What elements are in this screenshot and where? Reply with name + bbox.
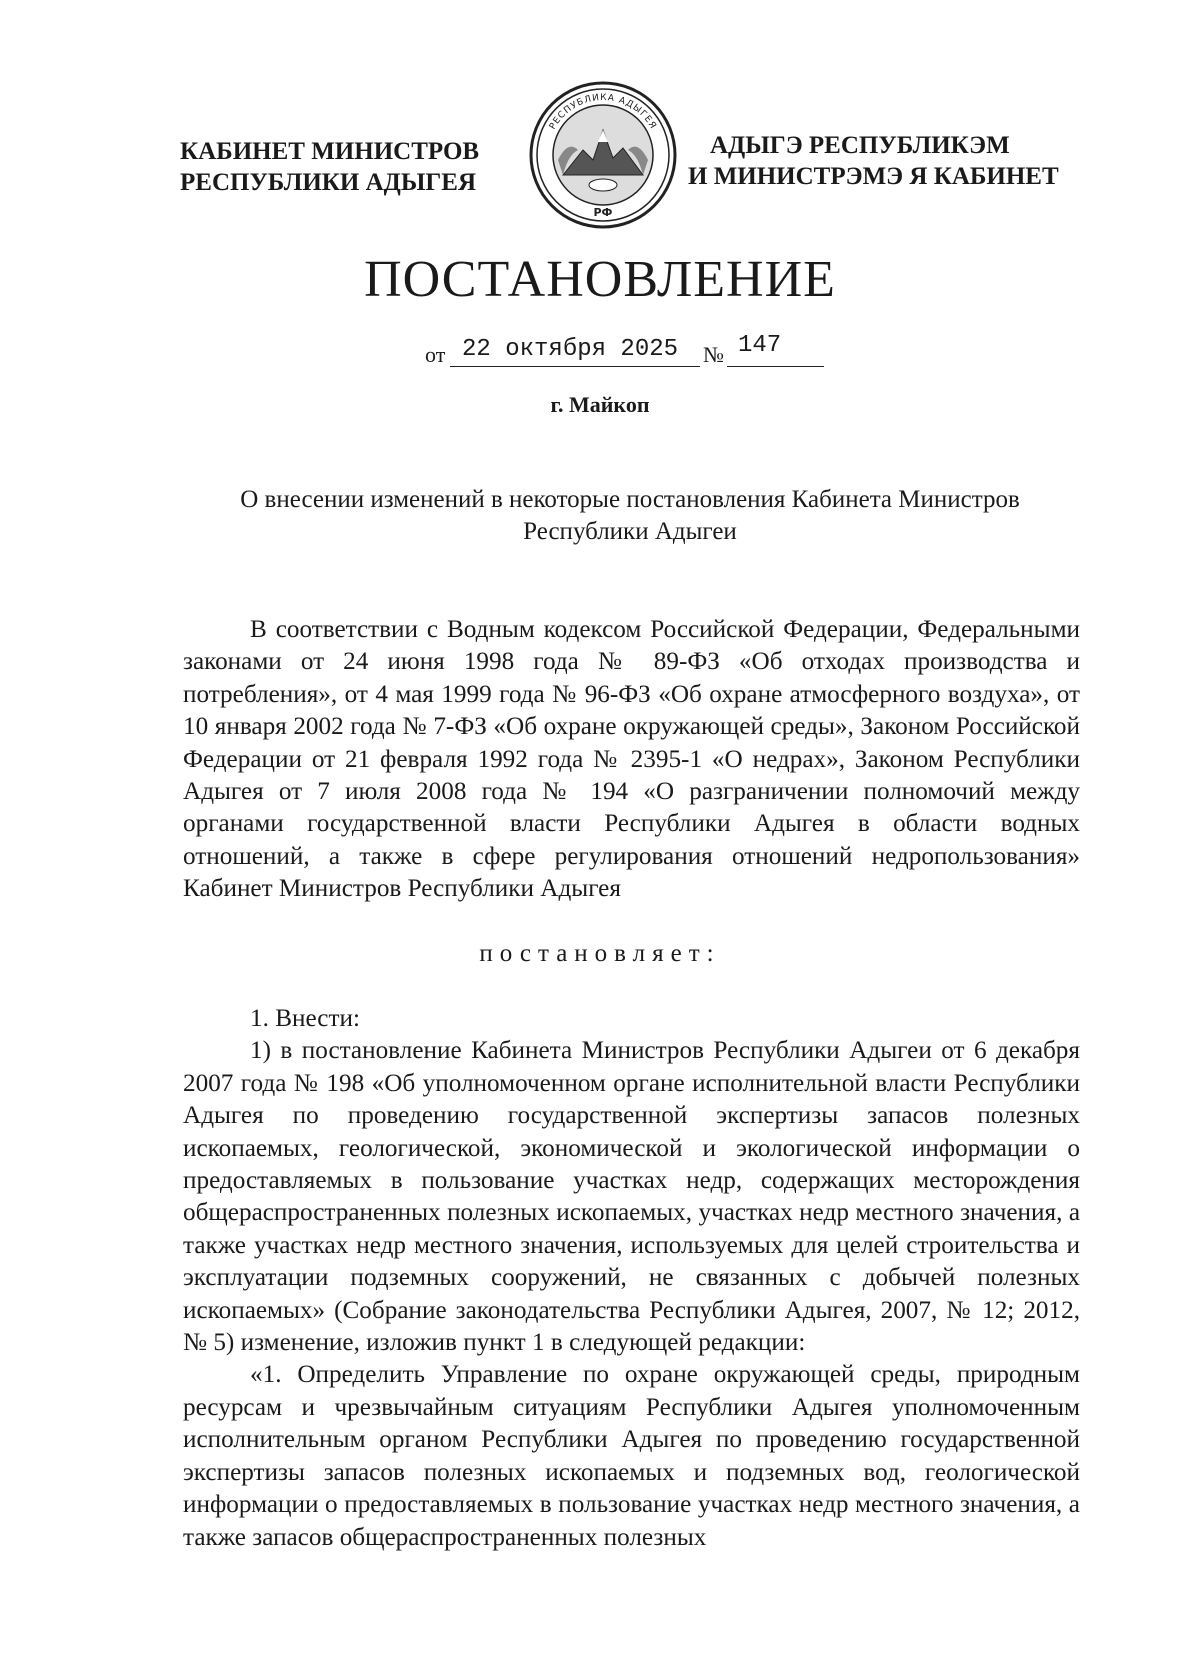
subject [180, 484, 1080, 548]
number-underline [727, 366, 824, 367]
document-title: ПОСТАНОВЛЕНИЕ [364, 251, 836, 308]
date-underline [450, 366, 700, 367]
header-left-line1: КАБИНЕТ МИНИСТРОВ [180, 138, 480, 165]
items-block [183, 1003, 1080, 1554]
header-left [180, 136, 479, 198]
emblem-bottom-text: РФ [593, 206, 613, 219]
emblem-top-text: РЕСПУБЛИКА АДЫГЕЯ [547, 92, 659, 132]
document-number: 147 [738, 332, 782, 359]
header-right-line1: АДЫГЭ РЕСПУБЛИКЭМ [710, 132, 1010, 159]
date-from-label: от [425, 342, 446, 367]
item-1-quote: «1. Определить Управление по охране окружающей среды, природным ресурсам и чрезвычайным ситуациям Республики Адыгея уполномоченным исполнительным органом Республики Адыгея по проведению государственной экспертизы запасов полезных ископаемых и подземных вод, геологической информации о предоставляемых в пользование участках недр местного значения, а также запасов общераспространенных полезных [183, 1361, 1080, 1551]
document-date: 22 октября 2025 [462, 336, 679, 363]
subject-line2: Республики Адыгеи [523, 518, 737, 545]
preamble-block [183, 614, 1080, 906]
preamble-paragraph: В соответствии с Водным кодексом Российской Федерации, Федеральными законами от 24 июня 1998 года № 89-ФЗ «Об отходах производства и потребления», от 4 мая 1999 года № 96-ФЗ «Об охране атмосферного воздуха», от 10 января 2002 года № 7-ФЗ «Об охране окружающей среды», Законом Российской Федерации от 21 февраля 1992 года № 2395-1 «О недрах», Законом Республики Адыгея от 7 июля 2008 года № 194 «О разграничении полномочий между органами государственной власти Республики Адыгея в области водных отношений, а также в сфере регулирования отношений недропользования» Кабинет Министров Республики Адыгея [183, 616, 1080, 903]
header-left-line2: РЕСПУБЛИКИ АДЫГЕЯ [180, 169, 477, 196]
coat-of-arms-emblem [528, 80, 678, 230]
header-right-line2: И МИНИСТРЭМЭ Я КАБИНЕТ [688, 163, 1059, 190]
item-1: 1. Внести: [250, 1005, 360, 1032]
item-1-subitem-1: 1) в постановление Кабинета Министров Республики Адыгеи от 6 декабря 2007 года № 198 «Об уполномоченном органе исполнительной власти Республики Адыгея по проведению государственной экспертизы запасов полезных ископаемых, геологической, экономической и экологической информации о предоставляемых в пользование участках недр, содержащих месторождения общераспространенных полезных ископаемых, участках недр местного значения, а также участках недр местного значения, используемых для целей строительства и эксплуатации подземных сооружений, не связанных с добычей полезных ископаемых» (Собрание законодательства Республики Адыгея, 2007, № 12; 2012, № 5) изменение, изложив пункт 1 в следующей редакции: [183, 1037, 1080, 1357]
number-label: № [703, 342, 724, 367]
subject-line1: О внесении изменений в некоторые постановления Кабинета Министров [240, 486, 1020, 513]
header-right [688, 130, 1059, 192]
dateline [0, 332, 1200, 376]
decree-word: постановляет: [479, 940, 721, 967]
city: г. Майкоп [550, 392, 650, 417]
